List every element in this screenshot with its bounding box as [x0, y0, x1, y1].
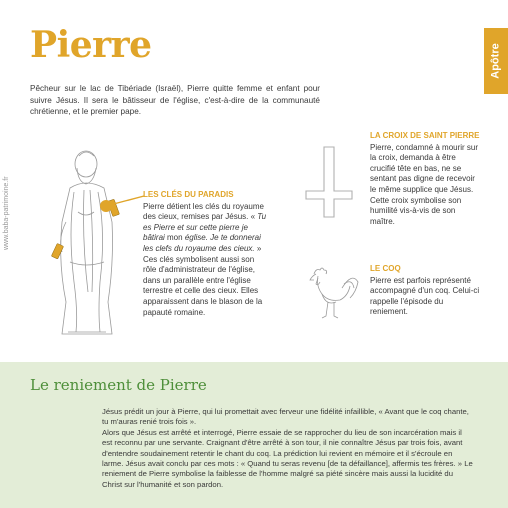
keys-quote-mid: mon — [164, 233, 185, 243]
keys-pointer — [98, 194, 148, 214]
keys-callout — [143, 190, 267, 318]
reniement-paragraph-1: Jésus prédit un jour à Pierre, qui lui promettait avec ferveur une fidélité infaillible, « Avant que le coq chante, tu m'auras renié trois fois ». — [102, 407, 469, 427]
keys-quote-part-1: Tu es Pierre et sur cette pierre je bâtirai — [143, 212, 267, 243]
reniement-paragraph-2: Alors que Jésus est arrêté et interrogé, Pierre essaie de se rapprocher du lieu de son incarcération mais il est reconnu par une servante. Craignant d'être arrêté à son tour, il nie connaître Jésus par trois fois, avant d'entendre soudainement retentir le chant du coq. La prédiction lui revient en mémoire et il s'écroule en larme. Jésus avait conclu par ces mots : « Quand tu seras revenu [de ta défaillance], affermis tes frères. » Le reniement de Pierre symbolise la faiblesse de l'homme malgré sa piété sincère mais aussi la lucidité du Christ sur l'humanité et son pardon. — [102, 427, 473, 489]
cross-heading: LA CROIX DE SAINT PIERRE — [370, 131, 480, 140]
coq-callout — [370, 264, 482, 318]
keys-text — [143, 202, 267, 255]
reniement-title: Le reniement de Pierre — [30, 376, 207, 394]
page-title: Pierre — [30, 24, 152, 66]
keys-text-2: Ces clés symbolisent aussi son rôle d'administrateur de l'église, dans un parallèle entre l'église terrestre et celle des cieux. Elles apparaissent dans le blason de la papauté romaine. — [143, 254, 263, 317]
inverted-cross-icon — [300, 145, 358, 220]
keys-quote-close: » — [254, 243, 262, 253]
intro-paragraph: Pêcheur sur le lac de Tibériade (Israël), Pierre quitte femme et enfant pour suivre Jésus. Il sera le bâtisseur de l'église, c'est-à-dire de la communauté chrétienne, et le premier pape. — [30, 84, 320, 116]
saint-pierre-statue-illustration — [48, 142, 138, 342]
keys-text-intro: Pierre détient les clés du royaume des cieux, remises par Jésus. « — [143, 201, 264, 222]
category-tab-label: Apôtre — [490, 43, 503, 79]
rooster-icon — [302, 262, 360, 324]
coq-heading: LE COQ — [370, 264, 401, 273]
cross-text: Pierre, condamné à mourir sur la croix, demanda à être crucifié tête en bas, ne se sentant pas digne de recevoir le même supplice que Jésus. Cette croix symbolise son humilité vis-à-vis de son maître. — [370, 142, 479, 226]
keys-heading: LES CLÉS DU PARADIS — [143, 190, 234, 199]
site-url: www.baba-patrimoine.fr — [3, 176, 10, 250]
coq-text: Pierre est parfois représenté accompagné d'un coq. Celui-ci rappelle l'épisode du reniement. — [370, 275, 480, 317]
cross-callout — [370, 131, 482, 227]
reniement-section — [0, 362, 508, 508]
category-tab — [484, 28, 508, 94]
keys-quote-part-2: église. Je te donnerai les clefs du royaume des cieux. — [143, 233, 261, 253]
reniement-text — [102, 407, 474, 490]
